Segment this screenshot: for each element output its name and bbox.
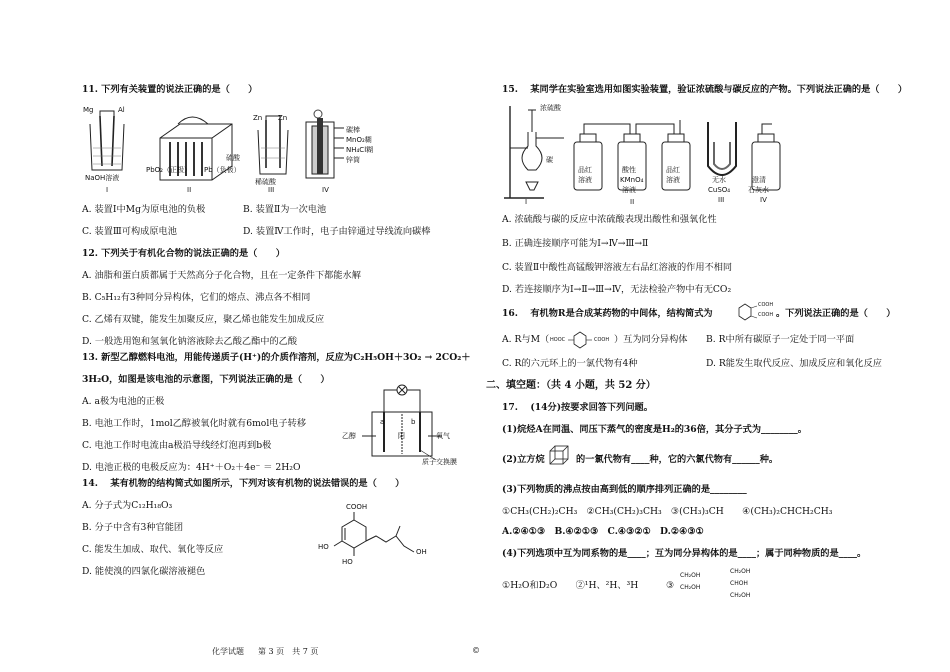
q16-m-structure-drawing xyxy=(566,330,596,350)
q11-label-dilute: 稀硫酸 xyxy=(255,178,276,186)
q17-struct-ch2oh-4: CH₂OH xyxy=(730,592,751,599)
q16-m-label-cooh: COOH xyxy=(594,337,610,343)
q15-option-b: B. 正确连接顺序可能为Ⅰ→Ⅳ→Ⅲ→Ⅱ xyxy=(502,238,649,249)
q15-label-anhydrous: 无水 xyxy=(712,176,726,184)
q17-cubane-drawing xyxy=(548,444,570,466)
q14-option-b: B. 分子中含有3种官能团 xyxy=(82,522,184,533)
footer-page-number: 第 3 页 共 7 页 xyxy=(258,647,319,656)
q11-option-d: D. 装置Ⅳ工作时，电子由锌通过导线流向碳棒 xyxy=(243,226,431,237)
q14-label-oh: OH xyxy=(416,548,427,556)
q13-label-ethanol: 乙醇 xyxy=(342,432,356,440)
q11-roman-1: I xyxy=(106,186,109,194)
q16-option-c: C. R的六元环上的一氯代物有4种 xyxy=(502,358,638,369)
q15-option-c: C. 装置Ⅱ中酸性高锰酸钾溶液左右品红溶液的作用不相同 xyxy=(502,262,733,273)
q11-label-mno2: MnO₂糊 xyxy=(346,136,372,144)
q15-label-solution3: 溶液 xyxy=(666,176,680,184)
q11-label-al: Al xyxy=(118,106,125,114)
q16-option-a-part2: ）互为同分异构体 xyxy=(614,334,688,345)
q15-roman-1: I xyxy=(525,198,528,206)
q15-label-limewater: 石灰水 xyxy=(748,186,769,194)
q11-option-a: A. 装置Ⅰ中Mg为原电池的负极 xyxy=(82,204,206,215)
q12-option-a: A. 油脂和蛋白质都属于天然高分子化合物，且在一定条件下都能水解 xyxy=(82,270,361,281)
q13-fuel-cell-drawing xyxy=(362,384,442,464)
q15-roman-3: III xyxy=(718,196,725,204)
q13-option-b: B. 电池工作时，1mol乙醇被氧化时就有6mol电子转移 xyxy=(82,418,307,429)
q17-struct-ch2oh-3: CH₂OH xyxy=(730,568,751,575)
q15-roman-2: II xyxy=(630,198,635,206)
q11-label-zinc: 锌筒 xyxy=(346,156,360,164)
q15-label-carbon: 碳 xyxy=(546,156,553,164)
q15-label-acidic: 酸性 xyxy=(622,166,636,174)
q17-part2-b: 的一氯代物有____种，它的六氯代物有______种。 xyxy=(576,454,779,465)
q13-option-d: D. 电池正极的电极反应为：4H⁺＋O₂＋4e⁻ ＝ 2H₂O xyxy=(82,462,301,473)
q11-roman-3: III xyxy=(268,186,275,194)
q17-part2-a: (2)立方烷 xyxy=(502,454,545,465)
q16-r-label-cooh2: COOH xyxy=(758,312,774,318)
q11-stem: 11. 下列有关装置的说法正确的是（ ） xyxy=(82,84,258,95)
q17-part4: (4)下列选项中互为同系物的是____；互为同分异构体的是____；属于同种物质的是____。 xyxy=(502,548,867,559)
q11-roman-2: II xyxy=(187,186,192,194)
q16-option-b: B. R中所有碳原子一定处于同一平面 xyxy=(706,334,855,345)
q14-structure-drawing xyxy=(330,508,440,578)
q11-label-pb: Pb（负极） xyxy=(204,166,241,174)
q11-option-c: C. 装置Ⅲ可构成原电池 xyxy=(82,226,177,237)
q13-label-membrane: 质子交换膜 xyxy=(422,458,457,466)
q16-m-label-hooc: HOOC xyxy=(550,337,566,343)
q15-label-kmno4: KMnO₄ xyxy=(620,176,644,184)
q17-part4-items-a: ①H₂O和D₂O ②¹H、²H、³H xyxy=(502,580,639,591)
q13-option-a: A. a极为电池的正极 xyxy=(82,396,165,407)
q11-label-naoh: NaOH溶液 xyxy=(85,174,120,182)
section-2-heading: 二、填空题：（共 4 小题，共 52 分） xyxy=(486,380,656,391)
q15-stem: 15. 某同学在实验室选用如图实验装置，验证浓硫酸与碳反应的产物。下列说法正确的是（ ） xyxy=(502,84,908,95)
q14-label-ho1: HO xyxy=(318,543,329,551)
q17-stem: 17. (14分)按要求回答下列问题。 xyxy=(502,402,653,413)
q17-struct-choh: CHOH xyxy=(730,580,748,587)
q11-label-zn1: Zn xyxy=(253,114,263,122)
q17-struct-ch2oh-1: CH₂OH xyxy=(680,572,701,579)
q11-label-mg: Mg xyxy=(83,106,94,114)
q15-label-pinhong2: 品红 xyxy=(666,166,680,174)
q12-option-d: D. 一般选用饱和氢氧化钠溶液除去乙酸乙酯中的乙酸 xyxy=(82,336,298,347)
q17-part3-items: ①CH₃(CH₂)₂CH₃ ②CH₃(CH₂)₃CH₃ ③(CH₃)₃CH ④(CH₃)₂CHCH₂CH₃ xyxy=(502,506,833,517)
q17-part3: (3)下列物质的沸点按由高到低的顺序排列正确的是________ xyxy=(502,484,747,495)
q15-label-cuso4: CuSO₄ xyxy=(708,186,731,194)
q11-apparatus-drawing xyxy=(82,108,382,196)
q16-stem-part1: 16. 有机物R是合成某药物的中间体，结构简式为 xyxy=(502,308,713,319)
q11-label-zn2: Zn xyxy=(278,114,288,122)
q14-option-c: C. 能发生加成、取代、氧化等反应 xyxy=(82,544,224,555)
q11-label-h2so4: 硫酸 xyxy=(226,154,240,162)
q13-label-b: b xyxy=(411,418,416,426)
q16-option-a-part1: A. R与M（ xyxy=(502,334,550,345)
q15-option-d: D. 若连接顺序为Ⅰ→Ⅱ→Ⅲ→Ⅳ，无法检验产物中有无CO₂ xyxy=(502,284,732,295)
q16-r-label-cooh1: COOH xyxy=(758,302,774,308)
q11-option-b: B. 装置Ⅱ为一次电池 xyxy=(243,204,327,215)
q15-roman-4: IV xyxy=(760,196,767,204)
q13-label-oxygen: 氧气 xyxy=(436,432,450,440)
q14-label-ho2: HO xyxy=(342,558,353,566)
q15-label-solution1: 溶液 xyxy=(578,176,592,184)
q15-label-solution2: 溶液 xyxy=(622,186,636,194)
q13-label-a: a xyxy=(380,418,385,426)
q15-label-acid: 浓硫酸 xyxy=(540,104,561,112)
q16-option-d: D. R能发生取代反应、加成反应和氧化反应 xyxy=(706,358,882,369)
q17-part3-options: A.②④①③ B.④②①③ C.④③②① D.②④③① xyxy=(502,526,704,537)
q14-stem: 14. 某有机物的结构简式如图所示，下列对该有机物的说法错误的是（ ） xyxy=(82,478,405,489)
footer-subject: 化学试题 xyxy=(212,647,244,656)
q13-label-anode: 阳 xyxy=(398,432,405,440)
q15-label-clear: 澄清 xyxy=(752,176,766,184)
q13-stem-line2: 3H₂O，如图是该电池的示意图，下列说法正确的是（ ） xyxy=(82,374,330,385)
q15-label-pinhong1: 品红 xyxy=(578,166,592,174)
q13-option-c: C. 电池工作时电流由a极沿导线经灯泡再到b极 xyxy=(82,440,272,451)
q14-option-a: A. 分子式为C₁₂H₁₈O₃ xyxy=(82,500,173,511)
q11-roman-4: IV xyxy=(322,186,329,194)
q17-struct-ch2oh-2: CH₂OH xyxy=(680,584,701,591)
q12-option-b: B. C₅H₁₂有3种同分异构体，它们的熔点、沸点各不相同 xyxy=(82,292,311,303)
q15-option-a: A. 浓硫酸与碳的反应中浓硫酸表现出酸性和强氧化性 xyxy=(502,214,717,225)
footer-mark: © xyxy=(472,646,480,655)
q17-part1: (1)烷烃A在同温、同压下蒸气的密度是H₂的36倍，其分子式为________。 xyxy=(502,424,807,435)
q14-option-d: D. 能使溴的四氯化碳溶液褪色 xyxy=(82,566,206,577)
q14-label-cooh: COOH xyxy=(346,503,368,511)
q13-stem-line1: 13. 新型乙醇燃料电池，用能传递质子(H⁺)的介质作溶剂，反应为C₂H₅OH＋3O₂ → 2CO₂＋ xyxy=(82,352,471,363)
q17-part4-item3: ③ xyxy=(666,580,675,591)
q16-stem-part2: 。下列说法正确的是（ ） xyxy=(776,308,896,319)
q11-label-pbo2: PbO₂（正极） xyxy=(146,166,191,174)
q11-label-nh4cl: NH₄Cl糊 xyxy=(346,146,374,154)
q12-stem: 12. 下列关于有机化合物的说法正确的是（ ） xyxy=(82,248,285,259)
q12-option-c: C. 乙烯有双键，能发生加聚反应，聚乙烯也能发生加成反应 xyxy=(82,314,325,325)
q11-label-carbon: 碳棒 xyxy=(346,126,360,134)
